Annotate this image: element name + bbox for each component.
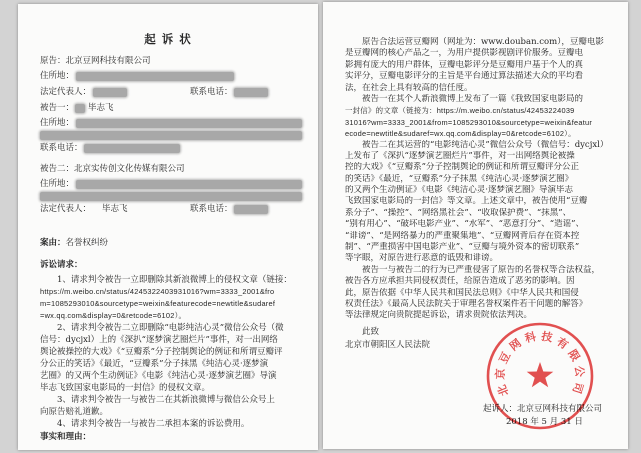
redaction-bar bbox=[40, 192, 302, 201]
case-cause-label: 案由： bbox=[40, 238, 66, 248]
claim-item bbox=[40, 394, 310, 418]
defendant-1-phone-label: 联系电话： bbox=[40, 143, 83, 153]
claim-line: =wx.qq.com&display=0&retcode=6102）。 bbox=[40, 311, 187, 320]
facts-line: 的笑话》《最近，“豆瓣系”分子抹黑《纯洁心灵·逐梦演艺圈》 bbox=[345, 173, 574, 184]
redaction-bar bbox=[234, 205, 268, 214]
redaction-bar bbox=[84, 144, 180, 153]
document-title: 起 诉 状 bbox=[144, 32, 192, 46]
facts-paragraph bbox=[345, 140, 621, 265]
redaction-bar bbox=[234, 88, 268, 97]
redaction-bar bbox=[76, 180, 302, 189]
case-cause-value: 名誉权纠纷 bbox=[65, 238, 109, 248]
claim-line: 艺圈》的又两个生动例证》《电影《纯洁心灵·逐梦演艺圈》导演 bbox=[40, 371, 277, 381]
facts-line: ecode=newtitle&sudaref=wx.qq.com&display=0&retcode=6102）。 bbox=[345, 129, 576, 139]
defendant-2-line: 被告二：北京实传创文化传媒有限公司 bbox=[40, 164, 185, 174]
redaction-bar bbox=[75, 104, 85, 113]
claim-line: m=1085293010&sourcetype=weixin&featurecode=newtitle&sudaref bbox=[40, 299, 276, 308]
facts-line: 法，在社会上具有较高的信任度。 bbox=[345, 82, 473, 93]
claim-item bbox=[40, 322, 310, 394]
facts-paragraph bbox=[345, 37, 621, 94]
facts-paragraph bbox=[345, 265, 621, 322]
facts-line: 等法律规定向贵院提起诉讼，请求贵院依法判决。 bbox=[345, 310, 533, 321]
claims-list bbox=[40, 274, 310, 430]
redaction-bar bbox=[76, 119, 302, 128]
case-cause bbox=[40, 238, 108, 249]
facts-line: 权责任法》《最高人民法院关于审理名誉权案件若干问题的解答》 bbox=[345, 298, 588, 309]
defendant-2-phone-label: 联系电话： bbox=[190, 204, 233, 214]
claim-line: 信号：dycjxl）上的《深扒“逐梦演艺圈烂片”事件，对一出网络 bbox=[40, 335, 278, 345]
plaintiff-line: 原告：北京豆网科技有限公司 bbox=[40, 56, 151, 66]
facts-line: 此，原告依据《中华人民共和国民法总则》《中华人民共和国侵 bbox=[345, 287, 579, 298]
facts-line: 上发布了《深扒“逐梦演艺圈烂片”事件，对一出网络舆论被操 bbox=[345, 150, 575, 161]
facts-line: 控的大戏》《“豆瓣系”分子控制舆论的例证和所谓豆瓣评分公正 bbox=[345, 162, 579, 173]
facts-line: 被告各方应承担共同侵权责任，给原告造成了恶劣的影响。因 bbox=[345, 276, 575, 287]
signature-date: 2018 年 5 月 31 日 bbox=[506, 417, 583, 427]
facts-line: 的又两个生动例证》《电影《纯洁心灵·逐梦演艺圈》导演毕志 bbox=[345, 185, 573, 196]
claim-line: 分公正的笑话》《最近，“豆瓣系”分子抹黑《纯洁心灵·逐梦演 bbox=[40, 359, 269, 369]
plaintiff-rep-label: 法定代表人： bbox=[40, 87, 92, 97]
facts-line: 被告一在其个人新浪微博上发布了一篇《我致国家电影局的 bbox=[362, 93, 584, 104]
redaction-bar bbox=[40, 131, 302, 140]
claim-line: 舆论被操控的大戏》《“豆瓣系”分子控制舆论的例证和所谓豆瓣评 bbox=[40, 347, 283, 357]
plaintiff-phone-label: 联系电话： bbox=[190, 87, 233, 97]
claim-line: 4、请求判令被告一与被告二承担本案的诉讼费用。 bbox=[57, 419, 250, 429]
claim-item bbox=[40, 418, 310, 430]
claim-line: 3、请求判令被告一与被告二在其新浪微博与微信公众号上 bbox=[57, 395, 275, 405]
facts-paragraph bbox=[345, 94, 621, 140]
facts-line: 31016?wm=3333_2001&from=1085293010&sourcetype=weixin&featur bbox=[345, 117, 593, 127]
claim-line: 向原告赔礼道歉。 bbox=[40, 407, 109, 417]
claim-line: 毕志飞致国家电影局的一封信》的侵权文章。 bbox=[40, 383, 211, 393]
facts-line: “别有用心”、“破坏电影产业”、“水军”、“恶意打分”、“造谣”、 bbox=[345, 219, 584, 230]
facts-line: 制”、“严重损害中国电影产业”、“豆瓣与境外资本的密切联系” bbox=[345, 242, 580, 253]
company-seal bbox=[485, 321, 595, 431]
complaint-page-1 bbox=[18, 4, 318, 450]
facts-line: 是豆瓣网的核心产品之一，为用户提供影视剧评价服务。豆瓣电 bbox=[345, 48, 584, 59]
facts-and-reasons bbox=[345, 37, 621, 322]
facts-line: 实评分，豆瓣电影评分的主旨是平台通过算法描述大众的平均看 bbox=[345, 71, 584, 82]
facts-line: 被告一与被告二的行为已严重侵害了原告的名誉权等合法权益， bbox=[362, 264, 601, 275]
star-icon bbox=[527, 362, 554, 387]
facts-heading: 事实和理由： bbox=[40, 432, 92, 442]
complaint-page-2 bbox=[323, 2, 628, 449]
defendant-1-label: 被告一： bbox=[40, 103, 75, 113]
redaction-bar bbox=[76, 72, 234, 81]
defendant-2-address-label: 住所地： bbox=[40, 179, 75, 189]
facts-line: 原告合法运营豆瓣网（网址为：www.douban.com），豆瓣电影 bbox=[362, 37, 604, 47]
claims-heading: 诉讼请求： bbox=[40, 260, 83, 270]
facts-line: “诽谤”、“是网络暴力的严重聚集地”、“豆瓣网背后存在资本控 bbox=[345, 230, 580, 241]
facts-line: 等字眼，对原告进行恶意的诋毁和诽谤。 bbox=[345, 253, 499, 264]
claim-line: https://m.weibo.cn/status/4245322403931016?wm=3333_2001&fro bbox=[40, 287, 275, 296]
defendant-1-name: 毕志飞 bbox=[88, 103, 114, 113]
redaction-bar bbox=[93, 88, 127, 97]
defendant-1-address-label: 住所地： bbox=[40, 118, 75, 128]
facts-line: 飞致国家电影局的一封信》等文章。上述文章中，被告使用“豆瓣 bbox=[345, 196, 588, 207]
closing-salutation: 此致 bbox=[362, 327, 380, 337]
defendant-2-rep-name: 毕志飞 bbox=[102, 204, 128, 214]
facts-line: 一封信》的文章（链接为：https://m.weibo.cn/status/42453224039 bbox=[345, 106, 575, 116]
claim-line: 1、请求判令被告一立即删除其新浪微博上的侵权文章（链接： bbox=[57, 275, 292, 285]
facts-line: 影拥有庞大的用户群体，豆瓣电影评分是豆瓣用户基于个人的真 bbox=[345, 59, 584, 70]
court-name: 北京市朝阳区人民法院 bbox=[345, 340, 431, 350]
facts-line: 被告二在其运营的“电影纯洁心灵”微信公众号（微信号：dycjxl） bbox=[362, 139, 609, 150]
claim-line: 2、请求判令被告二立即删除“电影纯洁心灵”微信公众号（微 bbox=[57, 323, 284, 333]
claim-item bbox=[40, 274, 310, 322]
plaintiff-address-label: 住所地： bbox=[40, 71, 75, 81]
defendant-2-rep-label: 法定代表人： bbox=[40, 204, 92, 214]
facts-line: 系分子”、“操控”、“网络黑社会”、“收取保护费”、“抹黑”、 bbox=[345, 207, 572, 218]
signer-line: 起诉人：北京豆网科技有限公司 bbox=[483, 404, 603, 414]
seal-text: 北京豆网科技有限公司 bbox=[493, 329, 587, 398]
